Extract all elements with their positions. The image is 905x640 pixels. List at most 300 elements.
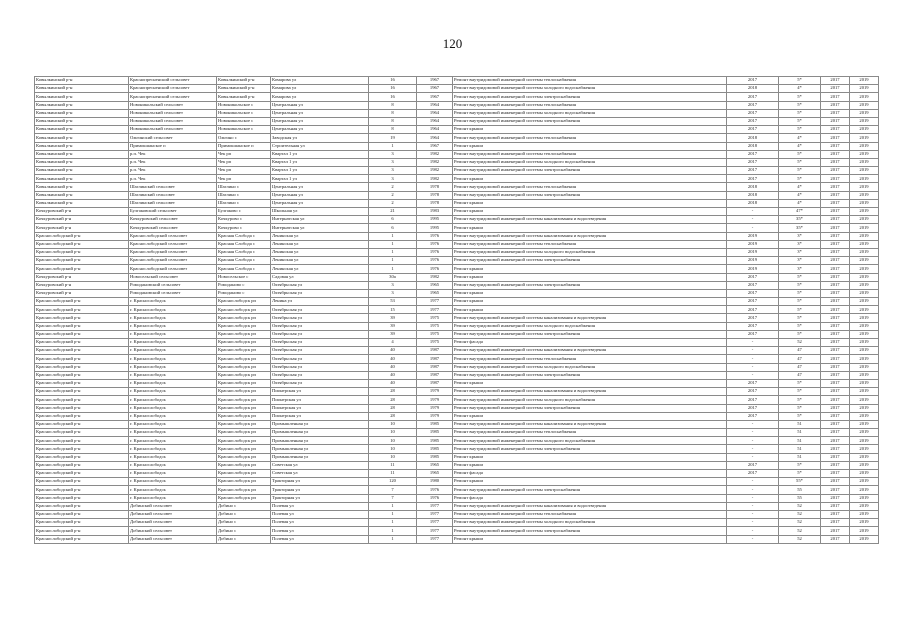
work-type-cell: Ремонт внутридомовой инженерной системы электроснабжения (453, 93, 727, 101)
priority-cell: 55 (779, 486, 821, 494)
table-row (35, 420, 879, 428)
planned-year-cell: - (727, 510, 779, 518)
planned-year-cell: 2017 (727, 126, 779, 134)
period-start-cell: 2017 (821, 445, 850, 453)
commission-year-cell: 1967 (417, 77, 453, 85)
district-cell: Краснослободский р-н (35, 363, 129, 371)
commission-year-cell: 1978 (417, 199, 453, 207)
district-cell: Кочкуровский р-н (35, 273, 129, 281)
district-cell: Краснослободский р-н (35, 494, 129, 502)
street-cell: Квартал 1 ул (271, 175, 369, 183)
period-end-cell: 2019 (850, 339, 879, 347)
priority-cell: 52 (779, 502, 821, 510)
period-end-cell: 2019 (850, 453, 879, 461)
street-cell: Пионерская ул (271, 412, 369, 420)
settlement-cell: Кочкурово с (217, 216, 271, 224)
settlement-cell: Добино с (217, 535, 271, 543)
street-cell: Центральная ул (271, 199, 369, 207)
street-cell: Пионерская ул (271, 404, 369, 412)
commission-year-cell: 1987 (417, 355, 453, 363)
priority-cell: 5* (779, 281, 821, 289)
planned-year-cell: 2017 (727, 379, 779, 387)
commission-year-cell: 1976 (417, 248, 453, 256)
commission-year-cell: 1980 (417, 478, 453, 486)
work-type-cell: Ремонт внутридомовой инженерной системы холодного водоснабжения (453, 322, 727, 330)
priority-cell: 5* (779, 126, 821, 134)
planned-year-cell: 2017 (727, 330, 779, 338)
municipality-cell: г. Краснослободск (129, 379, 217, 387)
street-cell: Полевая ул (271, 527, 369, 535)
period-end-cell: 2019 (850, 248, 879, 256)
table-row (35, 109, 879, 117)
settlement-cell: Ромоданово с (217, 289, 271, 297)
house-number-cell: 1 (369, 240, 417, 248)
work-type-cell: Ремонт крыши (453, 412, 727, 420)
period-start-cell: 2017 (821, 150, 850, 158)
house-number-cell: 11 (369, 470, 417, 478)
priority-cell: 55* (779, 478, 821, 486)
priority-cell: 52 (779, 527, 821, 535)
settlement-cell: Краснослободск рп (217, 396, 271, 404)
work-type-cell: Ремонт внутридомовой инженерной системы холодного водоснабжения (453, 158, 727, 166)
municipality-cell: г. Краснослободск (129, 486, 217, 494)
district-cell: Ковылкинский р-н (35, 150, 129, 158)
table-row (35, 298, 879, 306)
settlement-cell: Краснослободск рп (217, 470, 271, 478)
house-number-cell: 19 (369, 134, 417, 142)
street-cell: Комарова ул (271, 77, 369, 85)
district-cell: Краснослободский р-н (35, 240, 129, 248)
house-number-cell: 40 (369, 347, 417, 355)
municipality-cell: Булгаковский сельсовет (129, 208, 217, 216)
priority-cell: 5* (779, 158, 821, 166)
district-cell: Кочкуровский р-н (35, 216, 129, 224)
street-cell: Заводская ул (271, 134, 369, 142)
street-cell: Квартал 1 ул (271, 167, 369, 175)
period-start-cell: 2017 (821, 453, 850, 461)
settlement-cell: Ковылкинский р-н (217, 93, 271, 101)
district-cell: Ковылкинский р-н (35, 85, 129, 93)
settlement-cell: Краснослободск рп (217, 412, 271, 420)
settlement-cell: Краснослободск рп (217, 445, 271, 453)
planned-year-cell: 2017 (727, 158, 779, 166)
planned-year-cell: 2017 (727, 461, 779, 469)
commission-year-cell: 1985 (417, 420, 453, 428)
municipality-cell: Краснопресненский сельсовет (129, 93, 217, 101)
work-type-cell: Ремонт внутридомовой инженерной системы холодного водоснабжения (453, 248, 727, 256)
settlement-cell: Краснослободск рп (217, 330, 271, 338)
municipality-cell: Краснослободский сельсовет (129, 265, 217, 273)
planned-year-cell: - (727, 502, 779, 510)
period-start-cell: 2017 (821, 216, 850, 224)
period-end-cell: 2019 (850, 142, 879, 150)
period-end-cell: 2019 (850, 77, 879, 85)
house-number-cell: 28 (369, 404, 417, 412)
priority-cell: 3* (779, 257, 821, 265)
period-start-cell: 2017 (821, 167, 850, 175)
house-number-cell: 8 (369, 101, 417, 109)
house-number-cell: 39 (369, 314, 417, 322)
priority-cell: 3* (779, 240, 821, 248)
table-row (35, 134, 879, 142)
municipality-cell: Кочкуровский сельсовет (129, 224, 217, 232)
period-start-cell: 2017 (821, 396, 850, 404)
municipality-cell: г. Краснослободск (129, 355, 217, 363)
work-type-cell: Ремонт крыши (453, 224, 727, 232)
priority-cell: 47 (779, 363, 821, 371)
planned-year-cell: - (727, 478, 779, 486)
period-end-cell: 2019 (850, 519, 879, 527)
settlement-cell: Чек рп (217, 175, 271, 183)
house-number-cell: 7 (369, 494, 417, 502)
municipality-cell: Краснослободский сельсовет (129, 232, 217, 240)
house-number-cell: 1 (369, 527, 417, 535)
settlement-cell: Краснослободск рп (217, 363, 271, 371)
street-cell: Советская ул (271, 461, 369, 469)
table-row (35, 330, 879, 338)
period-start-cell: 2017 (821, 420, 850, 428)
priority-cell: 5* (779, 77, 821, 85)
table-row (35, 388, 879, 396)
commission-year-cell: 1995 (417, 216, 453, 224)
district-cell: Краснослободский р-н (35, 379, 129, 387)
street-cell: Октябрьская ул (271, 314, 369, 322)
priority-cell: 51 (779, 437, 821, 445)
municipality-cell: г. Краснослободск (129, 461, 217, 469)
table-row (35, 142, 879, 150)
work-type-cell: Ремонт внутридомовой инженерной системы электроснабжения (453, 191, 727, 199)
period-end-cell: 2019 (850, 93, 879, 101)
period-start-cell: 2017 (821, 519, 850, 527)
house-number-cell: 3 (369, 150, 417, 158)
settlement-cell: Чек рп (217, 158, 271, 166)
municipality-cell: Новоникольский сельсовет (129, 117, 217, 125)
street-cell: Строительная ул (271, 142, 369, 150)
settlement-cell: Краснослободск рп (217, 314, 271, 322)
street-cell: Ленинская ул (271, 248, 369, 256)
municipality-cell: Краснослободский сельсовет (129, 248, 217, 256)
house-number-cell: 10 (369, 437, 417, 445)
period-end-cell: 2019 (850, 412, 879, 420)
house-number-cell: 40 (369, 363, 417, 371)
table-row (35, 404, 879, 412)
house-number-cell: 28 (369, 396, 417, 404)
work-type-cell: Ремонт внутридомовой инженерной системы холодного водоснабжения (453, 396, 727, 404)
table-row (35, 347, 879, 355)
priority-cell: 52 (779, 339, 821, 347)
priority-cell: 5* (779, 404, 821, 412)
period-start-cell: 2017 (821, 314, 850, 322)
house-number-cell: 21 (369, 208, 417, 216)
period-end-cell: 2019 (850, 429, 879, 437)
street-cell: Комарова ул (271, 85, 369, 93)
commission-year-cell: 1987 (417, 363, 453, 371)
priority-cell: 4* (779, 142, 821, 150)
street-cell: Центральная ул (271, 117, 369, 125)
period-start-cell: 2017 (821, 388, 850, 396)
priority-cell: 5* (779, 167, 821, 175)
planned-year-cell: - (727, 339, 779, 347)
municipality-cell: г. Краснослободск (129, 470, 217, 478)
street-cell: Октябрьская ул (271, 371, 369, 379)
municipality-cell: г. Краснослободск (129, 298, 217, 306)
district-cell: Краснослободский р-н (35, 388, 129, 396)
period-end-cell: 2019 (850, 437, 879, 445)
priority-cell: 4* (779, 134, 821, 142)
priority-cell: 4* (779, 199, 821, 207)
period-end-cell: 2019 (850, 363, 879, 371)
settlement-cell: Ожгино с (217, 134, 271, 142)
settlement-cell: Краснослободск рп (217, 486, 271, 494)
table-row (35, 273, 879, 281)
planned-year-cell: - (727, 519, 779, 527)
period-start-cell: 2017 (821, 134, 850, 142)
period-end-cell: 2019 (850, 101, 879, 109)
district-cell: Ковылкинский р-н (35, 134, 129, 142)
street-cell: Октябрьская ул (271, 355, 369, 363)
priority-cell: 55 (779, 494, 821, 502)
period-end-cell: 2019 (850, 199, 879, 207)
planned-year-cell: 2017 (727, 150, 779, 158)
street-cell: Центральная ул (271, 183, 369, 191)
work-type-cell: Ремонт внутридомовой инженерной системы электроснабжения (453, 257, 727, 265)
settlement-cell: Новоникольское с (217, 101, 271, 109)
street-cell: Октябрьская ул (271, 379, 369, 387)
table-row (35, 478, 879, 486)
municipality-cell: г. Краснослободск (129, 420, 217, 428)
street-cell: Интернатская ул (271, 224, 369, 232)
planned-year-cell: 2017 (727, 412, 779, 420)
street-cell: Промышленная ул (271, 453, 369, 461)
commission-year-cell: 1976 (417, 257, 453, 265)
work-type-cell: Ремонт крыши (453, 461, 727, 469)
work-type-cell: Ремонт внутридомовой инженерной системы канализования и водоотведения (453, 420, 727, 428)
district-cell: Краснослободский р-н (35, 314, 129, 322)
commission-year-cell: 1979 (417, 404, 453, 412)
commission-year-cell: 1978 (417, 183, 453, 191)
work-type-cell: Ремонт крыши (453, 175, 727, 183)
table-row (35, 289, 879, 297)
period-end-cell: 2019 (850, 347, 879, 355)
table-body (35, 77, 879, 544)
period-end-cell: 2019 (850, 158, 879, 166)
table-row (35, 396, 879, 404)
table-row (35, 314, 879, 322)
municipality-cell: г. Краснослободск (129, 494, 217, 502)
settlement-cell: Новоникольское с (217, 117, 271, 125)
municipality-cell: г. Краснослободск (129, 330, 217, 338)
table-row (35, 379, 879, 387)
commission-year-cell: 1985 (417, 429, 453, 437)
period-end-cell: 2019 (850, 461, 879, 469)
settlement-cell: Краснослободск рп (217, 478, 271, 486)
municipality-cell: Шаглинский сельсовет (129, 191, 217, 199)
settlement-cell: Краснослободск рп (217, 371, 271, 379)
house-number-cell: 2 (369, 199, 417, 207)
period-start-cell: 2017 (821, 175, 850, 183)
settlement-cell: Краснослободск рп (217, 429, 271, 437)
commission-year-cell: 1979 (417, 388, 453, 396)
district-cell: Краснослободский р-н (35, 404, 129, 412)
planned-year-cell: 2017 (727, 167, 779, 175)
period-end-cell: 2019 (850, 470, 879, 478)
period-end-cell: 2019 (850, 109, 879, 117)
period-start-cell: 2017 (821, 298, 850, 306)
commission-year-cell: 1982 (417, 167, 453, 175)
settlement-cell: Краснослободск рп (217, 339, 271, 347)
planned-year-cell: - (727, 494, 779, 502)
settlement-cell: Красная Слобода с (217, 248, 271, 256)
period-start-cell: 2017 (821, 183, 850, 191)
commission-year-cell: 1982 (417, 158, 453, 166)
house-number-cell: 39 (369, 330, 417, 338)
district-cell: Краснослободский р-н (35, 248, 129, 256)
period-end-cell: 2019 (850, 306, 879, 314)
planned-year-cell: - (727, 437, 779, 445)
municipality-cell: Добинский сельсовет (129, 510, 217, 518)
work-type-cell: Ремонт фасада (453, 494, 727, 502)
table-row (35, 502, 879, 510)
work-type-cell: Ремонт внутридомовой инженерной системы холодного водоснабжения (453, 437, 727, 445)
street-cell: Тракторная ул (271, 494, 369, 502)
house-number-cell: 2 (369, 183, 417, 191)
street-cell: Ленинская ул (271, 257, 369, 265)
municipality-cell: Добинский сельсовет (129, 502, 217, 510)
table-row (35, 77, 879, 85)
settlement-cell: Булгаково с (217, 208, 271, 216)
priority-cell: 47* (779, 208, 821, 216)
house-number-cell: 4 (369, 339, 417, 347)
period-end-cell: 2019 (850, 527, 879, 535)
table-row (35, 117, 879, 125)
district-cell: Краснослободский р-н (35, 412, 129, 420)
street-cell: Интернатская ул (271, 216, 369, 224)
settlement-cell: Добино с (217, 527, 271, 535)
commission-year-cell: 1977 (417, 298, 453, 306)
street-cell: Тракторная ул (271, 486, 369, 494)
house-number-cell: 10 (369, 429, 417, 437)
municipality-cell: г. Краснослободск (129, 478, 217, 486)
priority-cell: 51 (779, 429, 821, 437)
table-row (35, 216, 879, 224)
period-end-cell: 2019 (850, 314, 879, 322)
work-type-cell: Ремонт фасада (453, 339, 727, 347)
street-cell: Тракторная ул (271, 478, 369, 486)
priority-cell: 47 (779, 355, 821, 363)
commission-year-cell: 1965 (417, 281, 453, 289)
commission-year-cell: 1985 (417, 445, 453, 453)
work-type-cell: Ремонт внутридомовой инженерной системы электроснабжения (453, 167, 727, 175)
district-cell: Краснослободский р-н (35, 257, 129, 265)
street-cell: Квартал 1 ул (271, 158, 369, 166)
house-number-cell: 3 (369, 175, 417, 183)
priority-cell: 5* (779, 314, 821, 322)
street-cell: Октябрьская ул (271, 363, 369, 371)
street-cell: Школьная ул (271, 208, 369, 216)
commission-year-cell: 1983 (417, 208, 453, 216)
district-cell: Краснослободский р-н (35, 339, 129, 347)
house-number-cell: 40 (369, 355, 417, 363)
district-cell: Краснослободский р-н (35, 396, 129, 404)
municipality-cell: Шаглинский сельсовет (129, 183, 217, 191)
settlement-cell: Краснослободск рп (217, 420, 271, 428)
settlement-cell: Ковылкинский р-н (217, 85, 271, 93)
settlement-cell: Чек рп (217, 150, 271, 158)
period-start-cell: 2017 (821, 281, 850, 289)
house-number-cell: 1 (369, 502, 417, 510)
settlement-cell: Добино с (217, 510, 271, 518)
period-end-cell: 2019 (850, 445, 879, 453)
period-end-cell: 2019 (850, 298, 879, 306)
work-type-cell: Ремонт внутридомовой инженерной системы теплоснабжения (453, 134, 727, 142)
period-start-cell: 2017 (821, 363, 850, 371)
settlement-cell: Шаглино с (217, 183, 271, 191)
period-end-cell: 2019 (850, 150, 879, 158)
period-start-cell: 2017 (821, 429, 850, 437)
table-row (35, 437, 879, 445)
house-number-cell: 1 (369, 265, 417, 273)
district-cell: Кочкуровский р-н (35, 281, 129, 289)
period-end-cell: 2019 (850, 208, 879, 216)
municipality-cell: г. Краснослободск (129, 396, 217, 404)
planned-year-cell: 2019 (727, 232, 779, 240)
priority-cell: 52 (779, 519, 821, 527)
street-cell: Полевая ул (271, 510, 369, 518)
priority-cell: 35* (779, 216, 821, 224)
table-row (35, 85, 879, 93)
priority-cell: 5* (779, 322, 821, 330)
street-cell: Ленинская ул (271, 232, 369, 240)
table-row (35, 486, 879, 494)
period-start-cell: 2017 (821, 486, 850, 494)
settlement-cell: Новосельское с (217, 273, 271, 281)
district-cell: Краснослободский р-н (35, 347, 129, 355)
period-start-cell: 2017 (821, 199, 850, 207)
period-end-cell: 2019 (850, 494, 879, 502)
house-number-cell: 10 (369, 453, 417, 461)
street-cell: Пионерская ул (271, 396, 369, 404)
municipality-cell: Новоникольский сельсовет (129, 109, 217, 117)
period-start-cell: 2017 (821, 109, 850, 117)
period-start-cell: 2017 (821, 437, 850, 445)
work-type-cell: Ремонт внутридомовой инженерной системы холодного водоснабжения (453, 363, 727, 371)
municipality-cell: г. Краснослободск (129, 347, 217, 355)
commission-year-cell: 1965 (417, 289, 453, 297)
street-cell: Промышленная ул (271, 429, 369, 437)
house-number-cell: 40 (369, 379, 417, 387)
house-number-cell: 16 (369, 77, 417, 85)
house-number-cell: 2 (369, 191, 417, 199)
period-start-cell: 2017 (821, 191, 850, 199)
planned-year-cell: 2017 (727, 77, 779, 85)
street-cell: Центральная ул (271, 101, 369, 109)
street-cell: Полевая ул (271, 502, 369, 510)
period-end-cell: 2019 (850, 117, 879, 125)
period-end-cell: 2019 (850, 281, 879, 289)
period-end-cell: 2019 (850, 379, 879, 387)
house-number-cell: 3 (369, 281, 417, 289)
planned-year-cell: - (727, 535, 779, 543)
period-start-cell: 2017 (821, 330, 850, 338)
planned-year-cell: 2018 (727, 191, 779, 199)
street-cell: Полевая ул (271, 519, 369, 527)
house-number-cell: 28 (369, 388, 417, 396)
settlement-cell: Красная Слобода с (217, 265, 271, 273)
street-cell: Центральная ул (271, 191, 369, 199)
planned-year-cell: - (727, 355, 779, 363)
table-row (35, 429, 879, 437)
page-number: 120 (442, 36, 463, 51)
